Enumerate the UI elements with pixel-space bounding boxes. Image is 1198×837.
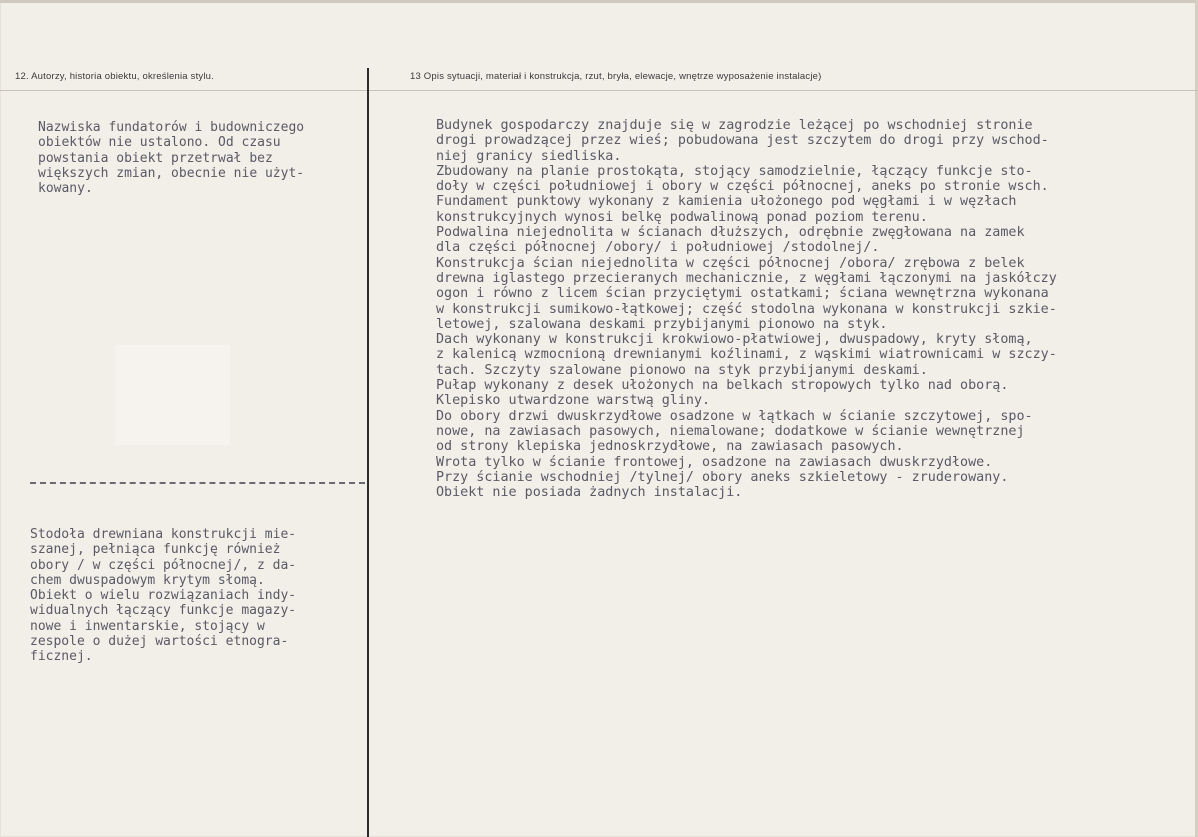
building-description-text: Budynek gospodarczy znajduje się w zagrodzie leżącej po wschodniej stronie drogi prowadzącej przez wieś; pobudowana jest szczytem do drogi przy wschod- niej granicy siedliska. Zbudowany na planie prostokąta, stojący samodzielnie, łączący funkcje sto- doły w części południowej i obory w części północnej, aneks po stronie wsch. Fundament punktowy wykonany z kamienia ułożonego pod węgłami i w węzłach konstrukcyjnych wynosi belkę podwalinową ponad poziom terenu. Podwalina niejednolita w ścianach dłuższych, odrębnie zwęgłowana na zamek dla części północnej /obory/ i południowej /stodolnej/. Konstrukcja ścian niejednolita w części północnej /obora/ zrębowa z belek drewna iglastego przecieranych mechanicznie, z węgłami łączonymi na jaskółczy ogon i równo z licem ścian przyciętymi ostatkami; ściana wewnętrzna wykonana w konstrukcji sumikowo-łątkowej; część stodolna wykonana w konstrukcji szkie- letowej, szalowana deskami przybijanymi pionowo na styk. Dach wykonany w konstrukcji krokwiowo-płatwiowej, dwuspadowy, kryty słomą, z kalenicą wzmocnioną drewnianymi koźlinami, z wąskimi wiatrownicami w szczy- tach. Szczyty szalowane pionowo na styk przybijanymi deskami. Pułap wykonany z desek ułożonych na belkach stropowych tylko nad oborą. Klepisko utwardzone warstwą gliny. Do obory drzwi dwuskrzydłowe osadzone w łątkach w ścianie szczytowej, spo- nowe, na zawiasach pasowych, niemalowane; dodatkowe w ścianie wewnętrznej od strony klepiska jednoskrzydłowe, na zawiasach pasowych. Wrota tylko w ścianie frontowej, osadzone na zawiasach dwuskrzydłowe. Przy ścianie wschodniej /tylnej/ obory aneks szkieletowy - zruderowany. Obiekt nie posiada żadnych instalacji. — [436, 118, 1057, 501]
sheet-top-edge — [0, 0, 1198, 3]
style-description-text: Stodoła drewniana konstrukcji mie- szanej, pełniąca funkcję również obory / w części północnej/, z da- chem dwuspadowym krytym słomą. Obiekt o wielu rozwiązaniach indy- widualnych łączący funkcje magazy- nowe i inwentarskie, stojący w zespole o dużej wartości etnogra- ficznej. — [30, 527, 297, 665]
paper-patch — [115, 345, 230, 445]
header-rule — [0, 90, 1198, 91]
section-13-heading: 13 Opis sytuacji, materiał i konstrukcja, rzut, bryła, elewacje, wnętrze wyposażenie instalacje) — [410, 71, 822, 82]
column-divider — [367, 68, 369, 837]
authors-history-text: Nazwiska fundatorów i budowniczego obiektów nie ustalono. Od czasu powstania obiekt przetrwał bez większych zmian, obecnie nie użyt- kowany. — [38, 120, 305, 197]
section-12-heading: 12. Autorzy, historia obiektu, określenia stylu. — [15, 71, 214, 82]
dashed-separator — [30, 482, 365, 484]
